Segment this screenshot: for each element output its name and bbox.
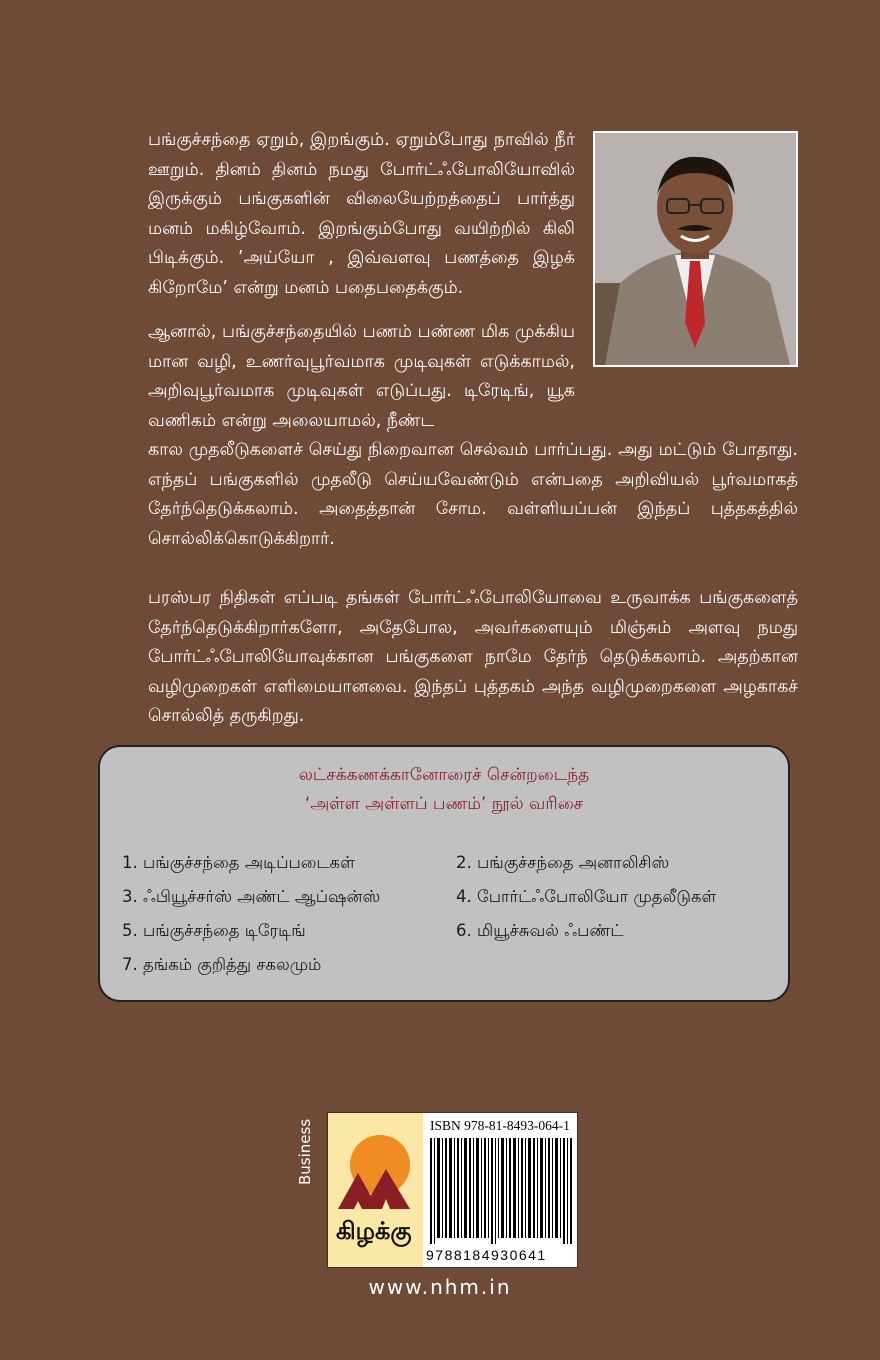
series-title-line-1: லட்சக்கணக்கானோரைச் சென்றடைந்த: [298, 765, 590, 785]
series-item-5: 5. பங்குச்சந்தை டிரேடிங்: [122, 921, 306, 940]
series-item-2: 2. பங்குச்சந்தை அனாலிசிஸ்: [456, 853, 670, 872]
blurb-paragraph-2-part-a: ஆனால், பங்குச்சந்தையில் பணம் பண்ண மிக முக்கிய மான வழி, உணர்வுபூர்வமாக முடிவுகள் எடுக்காமல், அறிவுபூர்வமாக முடிவுகள் எடுப்பது. டிரேடிங், யூக வணிகம் என்று அலையாமல், நீண்ட: [148, 322, 575, 431]
isbn-barcode-block: [327, 1112, 578, 1268]
series-item-7: 7. தங்கம் குறித்து சகலமும்: [122, 955, 322, 974]
series-item-1: 1. பங்குச்சந்தை அடிப்படைகள்: [122, 853, 355, 872]
series-item-3: 3. ஃபியூச்சர்ஸ் அண்ட் ஆப்ஷன்ஸ்: [122, 887, 381, 906]
series-item-6: 6. மியூச்சுவல் ஃபண்ட்: [456, 921, 624, 940]
barcode-icon: [428, 1138, 574, 1244]
publisher-logo-text: கிழக்கு: [336, 1217, 412, 1245]
series-title-line-2: ‘அள்ள அள்ளப் பணம்’ நூல் வரிசை: [304, 794, 584, 814]
author-photo: [593, 131, 798, 367]
isbn-number: ISBN 978-81-8493-064-1: [430, 1118, 570, 1133]
publisher-logo: [328, 1113, 423, 1267]
series-item-4: 4. போர்ட்ஃபோலியோ முதலீடுகள்: [456, 887, 717, 906]
category-label: Business: [296, 1118, 314, 1185]
blurb-paragraph-1: பங்குச்சந்தை ஏறும், இறங்கும். ஏறும்போது நாவில் நீர் ஊறும். தினம் தினம் நமது போர்ட்ஃபோலியோவில் இருக்கும் பங்குகளின் விலையேற்றத்தைப் பார்த்து மனம் மகிழ்வோம். இறங்கும்போது வயிற்றில் கிலி பிடிக்கும். ’அய்யோ , இவ்வளவு பணத்தை இழக் கிறோமே’ என்று மனம் பதைபதைக்கும்.: [148, 130, 575, 298]
publisher-website: www.nhm.in: [368, 1275, 512, 1299]
blurb-paragraph-3: பரஸ்பர நிதிகள் எப்படி தங்கள் போர்ட்ஃபோலியோவை உருவாக்க பங்குகளைத் தேர்ந்தெடுக்கிறார்களோ, அதேபோல, அவர்களையும் மிஞ்சும் அளவு நமது போர்ட்ஃபோலியோவுக்கான பங்குகளை நாமே தேர்ந் தெடுக்கலாம். அதற்கான வழிமுறைகள் எளிமையானவை. இந்தப் புத்தகம் அந்த வழிமுறைகளை அழகாகச் சொல்லித் தருகிறது.: [148, 588, 798, 726]
book-series-box: [98, 745, 790, 1002]
author-portrait-image: [595, 133, 796, 365]
barcode-number: 9788184930641: [426, 1247, 547, 1263]
blurb-paragraph-2-part-b: கால முதலீடுகளைச் செய்து நிறைவான செல்வம் பார்ப்பது. அது மட்டும் போதாது. எந்தப் பங்குகளில் முதலீடு செய்யவேண்டும் என்பதை அறிவியல் பூர்வமாகத் தேர்ந்தெடுக்கலாம். அதைத்தான் சோம. வள்ளியப்பன் இந்தப் புத்தகத்தில் சொல்லிக்கொடுக்கிறார்.: [148, 440, 798, 549]
